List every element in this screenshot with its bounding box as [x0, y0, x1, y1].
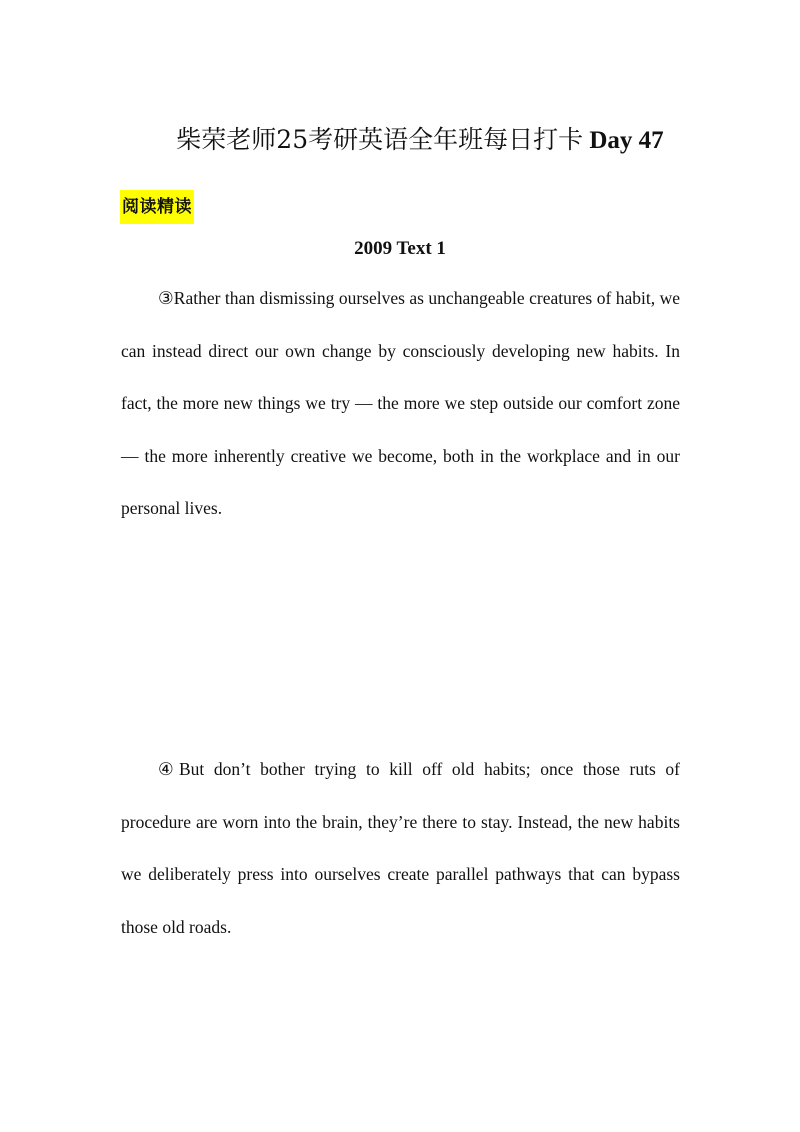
paragraph-4: ④But don’t bother trying to kill off old habits; once those ruts of procedure are worn into the brain, they’re there to stay. Instead, the new habits we deliberately press into ourselves create parallel pathways that can bypass those old roads.	[121, 759, 680, 937]
passage-heading: 2009 Text 1	[354, 238, 446, 259]
paragraph-3: ③Rather than dismissing ourselves as unchangeable creatures of habit, we can instead direct our own change by consciously developing new habits. In fact, the more new things we try — the more we step outside our comfort zone — the more inherently creative we become, both in the workplace and in our personal lives.	[121, 288, 680, 519]
page-title-day: Day 47	[589, 127, 664, 154]
section-label-highlight: 阅读精读	[120, 190, 194, 224]
page-title	[0, 122, 800, 159]
page-title-chinese: 柴荣老师25考研英语全年班每日打卡	[176, 125, 584, 154]
